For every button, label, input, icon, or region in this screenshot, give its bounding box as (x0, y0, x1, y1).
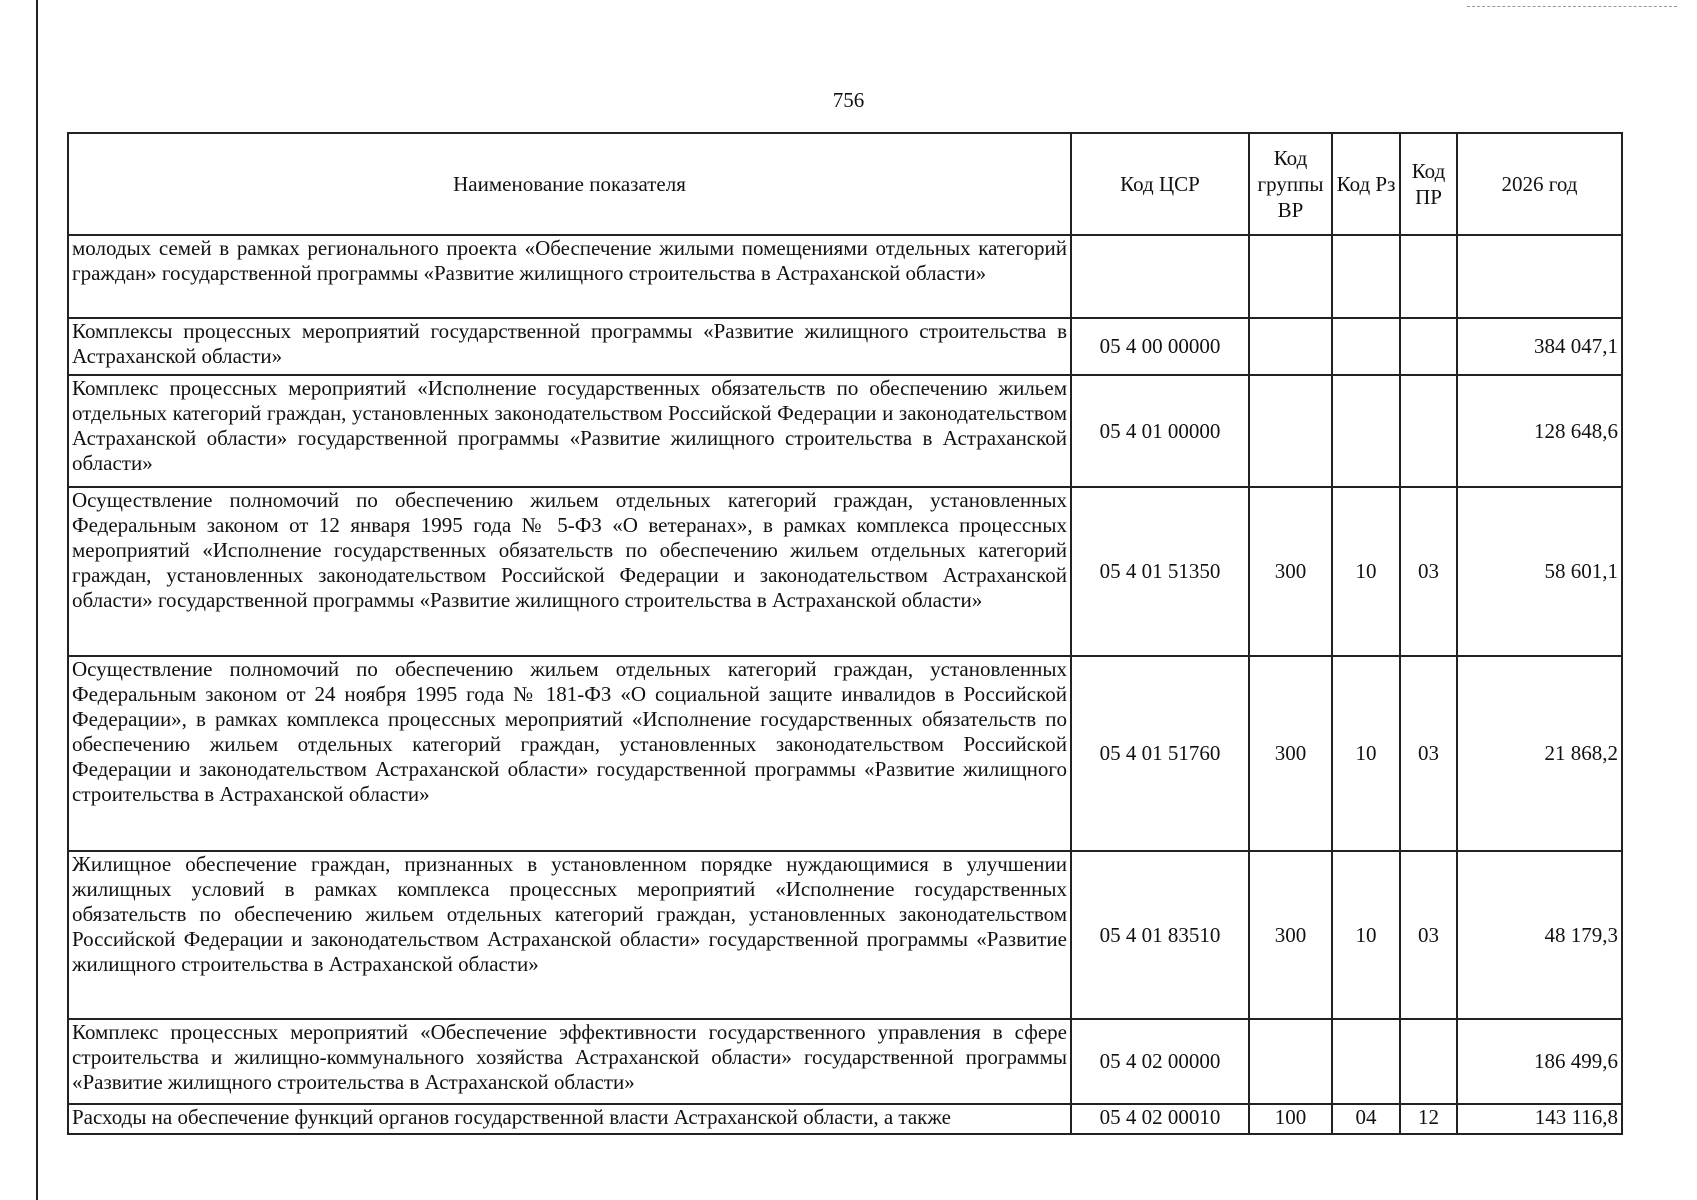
row-csr-code: 05 4 01 51350 (1071, 487, 1249, 656)
row-vr-code: 100 (1249, 1104, 1332, 1134)
table-row (68, 318, 1622, 375)
row-vr-code: 300 (1249, 851, 1332, 1019)
row-rz-code: 10 (1332, 656, 1400, 851)
row-pr-code (1400, 235, 1457, 318)
header-pr-code: Код ПР (1400, 133, 1457, 235)
row-amount: 384 047,1 (1457, 318, 1622, 375)
row-rz-code: 10 (1332, 487, 1400, 656)
row-amount: 21 868,2 (1457, 656, 1622, 851)
table-row (68, 487, 1622, 656)
row-pr-code (1400, 375, 1457, 487)
row-vr-code: 300 (1249, 656, 1332, 851)
row-amount: 186 499,6 (1457, 1019, 1622, 1104)
row-amount: 58 601,1 (1457, 487, 1622, 656)
row-pr-code: 12 (1400, 1104, 1457, 1134)
table-row (68, 851, 1622, 1019)
table-row (68, 235, 1622, 318)
row-rz-code: 04 (1332, 1104, 1400, 1134)
table-row (68, 656, 1622, 851)
row-pr-code: 03 (1400, 656, 1457, 851)
row-vr-code (1249, 318, 1332, 375)
row-csr-code: 05 4 00 00000 (1071, 318, 1249, 375)
table-row (68, 375, 1622, 487)
row-vr-code (1249, 375, 1332, 487)
row-csr-code: 05 4 01 00000 (1071, 375, 1249, 487)
row-name: Осуществление полномочий по обеспечению жильем отдельных категорий граждан, установленных Федеральным законом от 12 января 1995 года № 5-ФЗ «О ветеранах», в рамках комплекса процессных мероприятий «Исполнение государственных обязательств по обеспечению жильем отдельных категорий граждан, установленных законодательством Российской Федерации и законодательством Астраханской области» государственной программы «Развитие жилищного строительства в Астраханской области» (68, 487, 1071, 656)
budget-table (67, 132, 1623, 1135)
row-rz-code (1332, 375, 1400, 487)
row-rz-code (1332, 318, 1400, 375)
row-csr-code: 05 4 02 00010 (1071, 1104, 1249, 1134)
header-csr-code: Код ЦСР (1071, 133, 1249, 235)
page-number: 756 (832, 88, 865, 112)
row-csr-code (1071, 235, 1249, 318)
table-row (68, 1019, 1622, 1104)
row-amount (1457, 235, 1622, 318)
row-name: Жилищное обеспечение граждан, признанных в установленном порядке нуждающимися в улучшении жилищных условий в рамках комплекса процессных мероприятий «Исполнение государственных обязательств по обеспечению жильем отдельных категорий граждан, установленных законодательством Российской Федерации и законодательством Астраханской области» государственной программы «Развитие жилищного строительства в Астраханской области» (68, 851, 1071, 1019)
header-row (68, 133, 1622, 235)
row-vr-code (1249, 235, 1332, 318)
row-amount: 128 648,6 (1457, 375, 1622, 487)
row-amount: 48 179,3 (1457, 851, 1622, 1019)
row-vr-code (1249, 1019, 1332, 1104)
row-pr-code: 03 (1400, 487, 1457, 656)
row-rz-code: 10 (1332, 851, 1400, 1019)
row-csr-code: 05 4 01 83510 (1071, 851, 1249, 1019)
row-pr-code (1400, 1019, 1457, 1104)
header-name: Наименование показателя (68, 133, 1071, 235)
row-rz-code (1332, 1019, 1400, 1104)
row-amount: 143 116,8 (1457, 1104, 1622, 1134)
binder-margin-line (36, 0, 38, 1200)
header-rz-code: Код Рз (1332, 133, 1400, 235)
row-csr-code: 05 4 01 51760 (1071, 656, 1249, 851)
row-name: Расходы на обеспечение функций органов государственной власти Астраханской области, а также (68, 1104, 1071, 1134)
header-year-2026: 2026 год (1457, 133, 1622, 235)
row-csr-code: 05 4 02 00000 (1071, 1019, 1249, 1104)
scan-marks (1467, 6, 1677, 11)
row-vr-code: 300 (1249, 487, 1332, 656)
row-name: Осуществление полномочий по обеспечению жильем отдельных категорий граждан, установленных Федеральным законом от 24 ноября 1995 года № 181-ФЗ «О социальной защите инвалидов в Российской Федерации», в рамках комплекса процессных мероприятий «Исполнение государственных обязательств по обеспечению жильем отдельных категорий граждан, установленных законодательством Российской Федерации и законодательством Астраханской области» государственной программы «Развитие жилищного строительства в Астраханской области» (68, 656, 1071, 851)
row-name: Комплекс процессных мероприятий «Обеспечение эффективности государственного управления в сфере строительства и жилищно-коммунального хозяйства Астраханской области» государственной программы «Развитие жилищного строительства в Астраханской области» (68, 1019, 1071, 1104)
table-row (68, 1104, 1622, 1134)
row-name: молодых семей в рамках регионального проекта «Обеспечение жилыми помещениями отдельных категорий граждан» государственной программы «Развитие жилищного строительства в Астраханской области» (68, 235, 1071, 318)
row-name: Комплекс процессных мероприятий «Исполнение государственных обязательств по обеспечению жильем отдельных категорий граждан, установленных законодательством Российской Федерации и законодательством Астраханской области» государственной программы «Развитие жилищного строительства в Астраханской области» (68, 375, 1071, 487)
row-name: Комплексы процессных мероприятий государственной программы «Развитие жилищного строительства в Астраханской области» (68, 318, 1071, 375)
row-pr-code: 03 (1400, 851, 1457, 1019)
row-rz-code (1332, 235, 1400, 318)
row-pr-code (1400, 318, 1457, 375)
header-vr-group-code: Код группы ВР (1249, 133, 1332, 235)
